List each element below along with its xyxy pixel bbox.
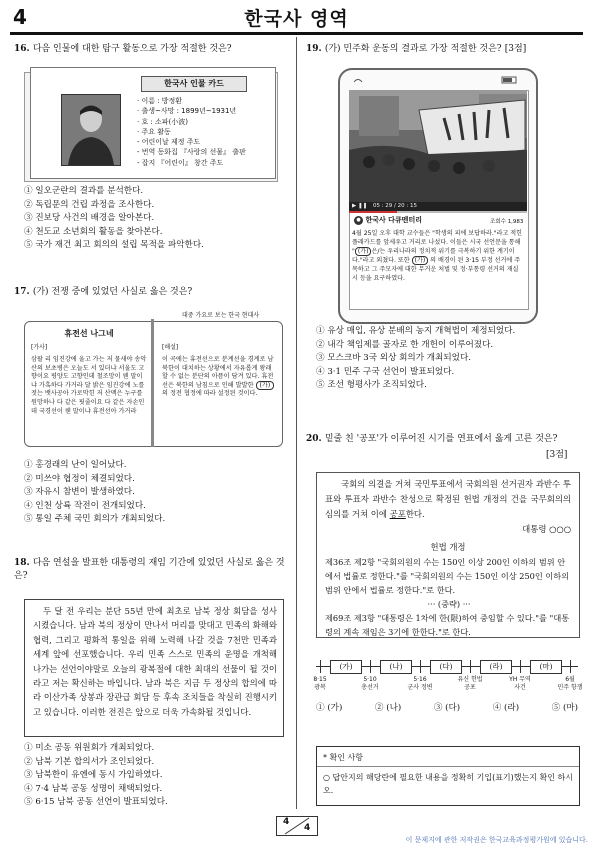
confirmation-notice: [316, 746, 580, 806]
protest-photo: [349, 90, 527, 202]
book-spine: [151, 319, 154, 447]
timeline-event-yh: YH 무역 사건: [509, 676, 531, 691]
play-icon[interactable]: ▶︎: [352, 203, 357, 209]
choice-2[interactable]: ② 독립문의 건립 과정을 조사한다.: [24, 199, 155, 210]
choice-5[interactable]: ⑤ 6·15 남북 공동 선언이 발표되었다.: [24, 797, 168, 807]
q17-book: [24, 313, 282, 449]
card-info: [137, 96, 246, 168]
timeline-tick: [570, 660, 571, 673]
amendment-article-69: 제69조 제3항 "대통령은 1차에 한(限)하여 중임할 수 있다."를 "대통령의 계속 재임은 3기에 한한다."로 한다.: [325, 613, 570, 637]
card-title: 한국사 인물 카드: [141, 76, 247, 92]
choice-2[interactable]: ② 미쓰야 협정이 체결되었다.: [24, 473, 135, 484]
q18-number: 18.: [14, 558, 30, 568]
commentary-body: [162, 356, 276, 399]
choice-4[interactable]: ④ 인천 상륙 작전이 전개되었다.: [24, 500, 146, 511]
choice-5[interactable]: ⑤ 조선 형평사가 조직되었다.: [316, 380, 427, 390]
commentary-text-pre: 이 곡에는 휴전선으로 분계선을 경계로 남북한이 대치하는 상황에서 자유롭게 왕래할 수 없는 분단의 아픔이 담겨 있다. 휴전선은 북한의 남침으로 인해 발발한: [162, 356, 274, 389]
president-signature: 대통령 ○○○: [522, 524, 571, 534]
footer-page-current: 4: [283, 817, 290, 827]
portrait-photo: [61, 94, 121, 166]
book-caption: 대중 가요로 보는 한국 현대사: [182, 312, 260, 319]
lyrics-tag: [가사]: [31, 344, 48, 351]
q18-question-text: 다음 연설을 발표한 대통령의 재임 기간에 있었던 사실로 옳은 것은?: [14, 558, 285, 581]
timeline-tick: [470, 660, 471, 673]
timeline-period-da: (다): [430, 660, 462, 674]
timeline-tick: [520, 660, 521, 673]
timeline-event-yushin: 유신 헌법 공포: [457, 676, 483, 691]
timeline-event-coup: 5·16 군사 정변: [407, 676, 433, 691]
q16-question: [14, 43, 290, 56]
footer-page-total: 4: [304, 823, 311, 833]
timeline-tick: [320, 660, 321, 673]
desc-part-3: 의 배경이 된 3·15 부정 선거에 주목하고 그 주모자에 대한 무거운 처벌 및 정·부통령 선거의 재실시 등을 요구하였다.: [352, 256, 521, 282]
choice-4[interactable]: ④ (라): [492, 703, 520, 713]
q16-question-text: 다음 인물에 대한 탐구 활동으로 가장 적절한 것은?: [32, 44, 232, 54]
q19-question: [306, 43, 582, 56]
protest-image-icon: [349, 90, 527, 202]
commentary-tag: [해설]: [162, 344, 179, 351]
choice-4[interactable]: ④ 7·4 남북 공동 성명이 채택되었다.: [24, 783, 163, 794]
timeline-event-election: 5·10 총선거: [361, 676, 379, 691]
choice-2[interactable]: ② 내각 책임제를 골자로 한 개헌이 이루어졌다.: [316, 339, 494, 350]
choice-4[interactable]: ④ 3·1 민주 구국 선언이 발표되었다.: [316, 366, 455, 377]
timeline-period-na: (나): [380, 660, 412, 674]
q20-proclamation-box: [316, 472, 580, 638]
video-description: [352, 230, 524, 283]
timeline-period-ra: (라): [480, 660, 512, 674]
notice-title: * 확인 사항: [323, 753, 363, 762]
proclamation-text-post: 한다.: [405, 509, 425, 519]
choice-5[interactable]: ⑤ (마): [551, 703, 578, 713]
q17-choices: [24, 459, 165, 527]
copyright-notice: 이 문제지에 관한 저작권은 한국교육과정평가원에 있습니다.: [405, 836, 588, 844]
pause-icon[interactable]: ❚❚: [357, 203, 368, 209]
speech-text: 두 달 전 우리는 분단 55년 만에 최초로 남북 정상 회담을 성사시켰습니다. 남과 북의 정상이 만나서 머리를 맞대고 민족의 화해와 협력, 그리고 평화적 통일을 위해 노력해 나갈 것을 7천만 민족과 세계 앞에 선포했습니다. 우리 민족 스스로 민족의 운명을 개척해 나가는 선언이야말로 오늘의 광복절에 대한 최대의 선물이 될 것이라고 저는 확신하는 바입니다. 남과 북은 지금 두 정상의 합의에 따라 이산가족 상봉과 장관급 회담 등 후속 조치들을 착실히 진행시키고 있습니다. 이러한 전진은 앞으로 더욱 가속화될 것입니다.: [33, 606, 277, 717]
card-line-activities: · 주요 활동: [137, 127, 171, 136]
timeline-tick: [370, 660, 371, 673]
choice-1[interactable]: ① 미소 공동 위원회가 개최되었다.: [24, 743, 155, 753]
proclamation-text-pre: 국회의 의결을 거쳐 국민투표에서 국회의원 선거권자 과반수 투표와 투표자 과반수 찬성으로 확정된 헌법 개정의 건을 국무회의의 심의를 거쳐 이에: [325, 479, 571, 519]
commentary-text-post: 의 정전 협정에 따라 설정된 것이다.: [162, 390, 258, 398]
notice-body: ○ 답안지의 해당란에 필요한 내용을 정확히 기입(표기)했는지 확인 하시오.: [323, 773, 573, 795]
timeline-event-liberation: 8·15 광복: [313, 676, 327, 691]
page-number: 4: [13, 5, 27, 29]
desc-part-2: 은/는 우리나라의 정치적 위기를 극복하기 위한 계기이다."라고 외쳤다. 또한: [352, 247, 515, 264]
timeline-period-ga: (가): [330, 660, 362, 674]
card-line-activity-1: - 어린이날 제정 주도: [137, 138, 201, 147]
card-face: [30, 67, 276, 179]
choice-1[interactable]: ① 일오군란의 결과를 분석한다.: [24, 186, 144, 196]
card-line-activity-3: - 잡지 『어린이』 창간 주도: [137, 158, 224, 167]
choice-3[interactable]: ③ 자유시 참변이 발생하였다.: [24, 487, 135, 497]
notice-divider: [317, 766, 579, 767]
status-bar: [352, 76, 522, 84]
card-line-activity-2: - 번역 동화집 『사랑의 선물』 출판: [137, 148, 246, 157]
card-line-life: · 출생~사망 : 1899년~1931년: [137, 107, 237, 116]
q20-choices: [316, 702, 578, 716]
channel-avatar-icon: ●: [354, 216, 363, 225]
choice-3[interactable]: ③ 모스크바 3국 외상 회의가 개최되었다.: [316, 353, 471, 363]
choice-4[interactable]: ④ 천도교 소년회의 활동을 찾아본다.: [24, 226, 163, 237]
choice-3[interactable]: ③ (다): [433, 703, 461, 713]
choice-1[interactable]: ① (가): [316, 703, 343, 713]
view-count: 조회수 1,983: [490, 219, 524, 225]
choice-1[interactable]: ① 유상 매입, 유상 분배의 농지 개혁법이 제정되었다.: [316, 326, 516, 336]
page-title: 한국사 영역: [244, 8, 349, 30]
q20-question-text: 밑줄 친 '공포'가 이루어진 시기를 연표에서 옳게 고른 것은?: [324, 434, 558, 444]
blank-ga-2: (가): [412, 256, 429, 265]
choice-5[interactable]: ⑤ 국가 재건 최고 회의의 설립 목적을 파악한다.: [24, 240, 204, 250]
timeline-period-ma: (마): [530, 660, 562, 674]
amendment-title: 헌법 개정: [430, 542, 466, 552]
q19-number: 19.: [306, 44, 322, 54]
q17-question: [14, 286, 290, 299]
channel-name: 한국사 다큐멘터리: [365, 216, 422, 224]
q16-number: 16.: [14, 44, 30, 54]
q18-question: [14, 557, 290, 583]
choice-5[interactable]: ⑤ 통일 주체 국민 회의가 개최되었다.: [24, 514, 166, 524]
q19-choices: [316, 325, 515, 393]
blank-ga: (가): [256, 381, 275, 390]
blank-ga-1: (가): [355, 247, 372, 256]
timeline: [313, 660, 583, 696]
song-title: 휴전선 나그네: [64, 329, 114, 338]
choice-1[interactable]: ① 홍경래의 난이 일어났다.: [24, 460, 127, 470]
amendment-omitted: ··· (중략) ···: [427, 599, 471, 609]
timeline-event-june: 6월 민주 항쟁: [557, 676, 583, 691]
q18-choices: [24, 742, 168, 810]
column-divider: [296, 37, 297, 809]
q17-number: 17.: [14, 287, 30, 297]
video-timestamp: 05 : 29 / 20 : 15: [372, 203, 417, 209]
smartphone-frame: [338, 68, 538, 324]
q18-speech-box: [24, 599, 284, 737]
choice-3[interactable]: ③ 남북한이 유엔에 동시 가입하였다.: [24, 770, 163, 780]
choice-2[interactable]: ② (나): [374, 703, 402, 713]
q20-question: [306, 433, 582, 446]
q17-question-text: (가) 전쟁 중에 있었던 사실로 옳은 것은?: [32, 287, 193, 297]
q16-choices: [24, 185, 204, 253]
video-progress-fill: [349, 211, 397, 213]
desc-part-1: 4월 25일 오후 대학 교수들은 "학생의 피에 보답하라."라고 적힌 플래카드를 앞세우고 거리로 나섰다. 이들은 시국 선언문을 통해 ": [352, 230, 523, 255]
card-line-name: · 이름 : 방정환: [137, 97, 183, 105]
timeline-tick: [420, 660, 421, 673]
proclamation-text: [325, 477, 571, 522]
q20-points: [3점]: [546, 450, 568, 460]
q19-question-text: (가) 민주화 운동의 결과로 가장 적절한 것은?: [324, 44, 502, 54]
footer-page-box: [276, 816, 318, 836]
channel-row: [354, 215, 422, 225]
card-line-pen-name: · 호 : 소파(小波): [137, 117, 189, 126]
status-icons: [352, 76, 522, 84]
video-progress-track[interactable]: [349, 211, 527, 213]
q19-points: [3점]: [504, 44, 527, 54]
portrait-image-icon: [62, 95, 120, 165]
underlined-term: 공포: [389, 509, 406, 519]
amendment-article-36: 제36조 제2항 "국회의원의 수는 150인 이상 200인 이하의 범위 안에서 법률로 정한다."를 "국회의원의 수는 150인 이상 250인 이하의 범위 안에서 법률로 정한다."로 한다.: [325, 557, 570, 595]
q20-number: 20.: [306, 434, 322, 444]
amendment-body: [325, 555, 573, 639]
q16-person-card: [22, 67, 282, 179]
video-controls[interactable]: [349, 202, 527, 211]
book-right-page: [153, 321, 283, 447]
lyrics-body: 삼팔 리 임진강에 울고 가는 저 물새야 송악산의 보초병은 오늘도 서 있더냐 서울도 고향이요 평양도 고향인데 철조망이 웬 말이냐 가혹하다 가거라 달 밝은 임진강에 노를 젓는 뱃사공아 가로막힌 저 산맥은 누구를 원망하나 다 같은 핏줄이요 다 같은 자손인데 국경선이 웬 말이냐 휴전선아 가거라: [31, 356, 147, 415]
header-rule: [10, 32, 583, 35]
choice-2[interactable]: ② 남북 기본 합의서가 조인되었다.: [24, 756, 155, 767]
book-left-page: [24, 321, 154, 447]
choice-3[interactable]: ③ 진보당 사건의 배경을 알아본다.: [24, 213, 155, 223]
